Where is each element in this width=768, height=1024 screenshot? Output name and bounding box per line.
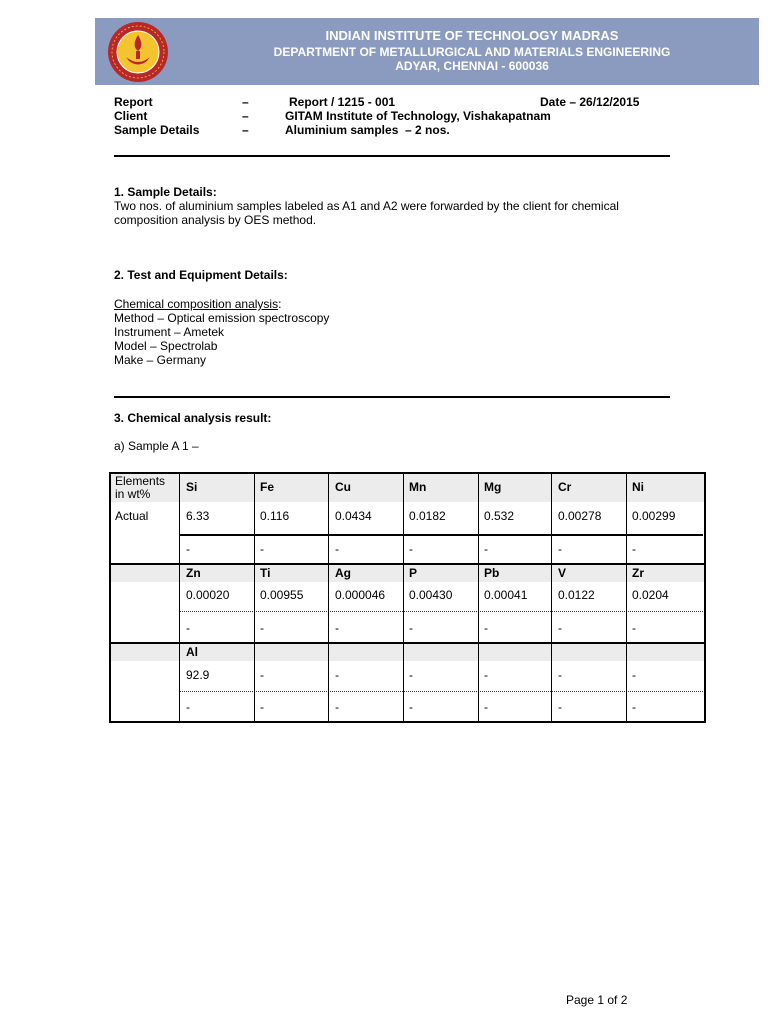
section-2-subtitle-text: Chemical composition analysis (114, 297, 279, 311)
element-header: Ag (335, 566, 351, 580)
column-divider (551, 474, 552, 721)
sample-details-value: Aluminium samples – 2 nos. (285, 123, 450, 137)
value-cell: 0.0182 (409, 509, 446, 523)
dash-cell: - (186, 621, 190, 635)
value-cell: 0.00430 (409, 588, 453, 602)
value-cell: 0.00278 (558, 509, 602, 523)
divider (114, 396, 670, 398)
value-cell: 0.532 (484, 509, 515, 523)
sample-details-label: Sample Details (114, 123, 200, 137)
dash-cell: - (558, 542, 562, 556)
row-divider (111, 563, 704, 565)
column-divider (626, 474, 627, 721)
dash-cell: - (632, 700, 636, 714)
client-dash: – (242, 109, 249, 123)
value-cell: 0.000046 (335, 588, 386, 602)
page-number: Page 1 of 2 (566, 993, 628, 1007)
composition-table (109, 472, 706, 723)
dash-cell: - (632, 621, 636, 635)
dash-cell: - (335, 700, 339, 714)
row-divider (111, 642, 704, 644)
element-header: Mg (484, 480, 502, 494)
element-header: V (558, 566, 567, 580)
value-cell: 0.0122 (558, 588, 595, 602)
make-line: Make – Germany (114, 353, 207, 367)
element-header: Zn (186, 566, 201, 580)
actual-row-label: Actual (115, 509, 149, 523)
dash-cell: - (558, 700, 562, 714)
value-cell: - (484, 668, 488, 682)
iit-madras-logo (107, 21, 169, 83)
value-cell: 6.33 (186, 509, 210, 523)
element-header: Zr (632, 566, 644, 580)
dash-cell: - (409, 542, 413, 556)
section-2-subtitle-colon: : (278, 297, 282, 311)
value-cell: 0.00955 (260, 588, 304, 602)
method-line: Method – Optical emission spectroscopy (114, 311, 330, 325)
institute-address: ADYAR, CHENNAI - 600036 (395, 59, 549, 73)
dash-cell: - (484, 542, 488, 556)
column-divider (403, 474, 404, 721)
dash-cell: - (186, 542, 190, 556)
element-header: Mn (409, 480, 427, 494)
sample-details-dash: – (242, 123, 249, 137)
value-cell: - (335, 668, 339, 682)
report-number: Report / 1215 - 001 (289, 95, 396, 109)
element-header: Fe (260, 480, 275, 494)
institute-name: INDIAN INSTITUTE OF TECHNOLOGY MADRAS (325, 28, 619, 43)
element-header: Cr (558, 480, 572, 494)
value-cell: 0.0434 (335, 509, 372, 523)
dash-cell: - (409, 700, 413, 714)
report-dash: – (242, 95, 249, 109)
department-name: DEPARTMENT OF METALLURGICAL AND MATERIALS ENGINEERING (273, 45, 671, 59)
value-cell: 0.00020 (186, 588, 230, 602)
column-divider (328, 474, 329, 721)
elements-header-label: in wt% (115, 487, 151, 501)
element-header: P (409, 566, 418, 580)
dash-cell: - (186, 700, 190, 714)
value-cell: - (260, 668, 264, 682)
dash-cell: - (632, 542, 636, 556)
dash-cell: - (558, 621, 562, 635)
model-line: Model – Spectrolab (114, 339, 218, 353)
dash-cell: - (484, 621, 488, 635)
value-cell: 0.00041 (484, 588, 528, 602)
section-2-title: 2. Test and Equipment Details: (114, 268, 288, 282)
header-band (111, 474, 704, 502)
dash-cell: - (260, 700, 264, 714)
report-date: Date – 26/12/2015 (540, 95, 640, 109)
element-header: Si (186, 480, 198, 494)
dash-cell: - (335, 621, 339, 635)
value-cell: 0.00299 (632, 509, 676, 523)
value-cell: - (558, 668, 562, 682)
instrument-line: Instrument – Ametek (114, 325, 225, 339)
sample-a1-caption: a) Sample A 1 – (114, 439, 199, 453)
header-band (111, 644, 704, 661)
value-cell: 0.116 (260, 509, 290, 523)
column-divider (254, 474, 255, 721)
column-divider (179, 474, 180, 721)
value-cell: - (632, 668, 636, 682)
divider (114, 155, 670, 157)
section-3-title: 3. Chemical analysis result: (114, 411, 272, 425)
client-value: GITAM Institute of Technology, Vishakapatnam (285, 109, 551, 123)
element-header: Al (186, 645, 198, 659)
letterhead-banner (95, 18, 759, 85)
section-2-subtitle (114, 297, 281, 311)
client-label: Client (114, 109, 148, 123)
dash-cell: - (260, 542, 264, 556)
elements-header-label: Elements (115, 474, 166, 488)
section-1-text-line: Two nos. of aluminium samples labeled as A1 and A2 were forwarded by the client for chemical (114, 199, 619, 213)
row-divider (179, 611, 703, 612)
column-divider (478, 474, 479, 721)
value-cell: 0.0204 (632, 588, 669, 602)
row-divider (179, 534, 703, 536)
element-header: Cu (335, 480, 351, 494)
dash-cell: - (260, 621, 264, 635)
element-header: Ni (632, 480, 644, 494)
row-divider (179, 691, 703, 692)
dash-cell: - (409, 621, 413, 635)
section-1-title: 1. Sample Details: (114, 185, 217, 199)
element-header: Pb (484, 566, 500, 580)
report-label: Report (114, 95, 153, 109)
value-cell: 92.9 (186, 668, 210, 682)
dash-cell: - (335, 542, 339, 556)
dash-cell: - (484, 700, 488, 714)
value-cell: - (409, 668, 413, 682)
element-header: Ti (260, 566, 271, 580)
section-1-text-line: composition analysis by OES method. (114, 213, 317, 227)
